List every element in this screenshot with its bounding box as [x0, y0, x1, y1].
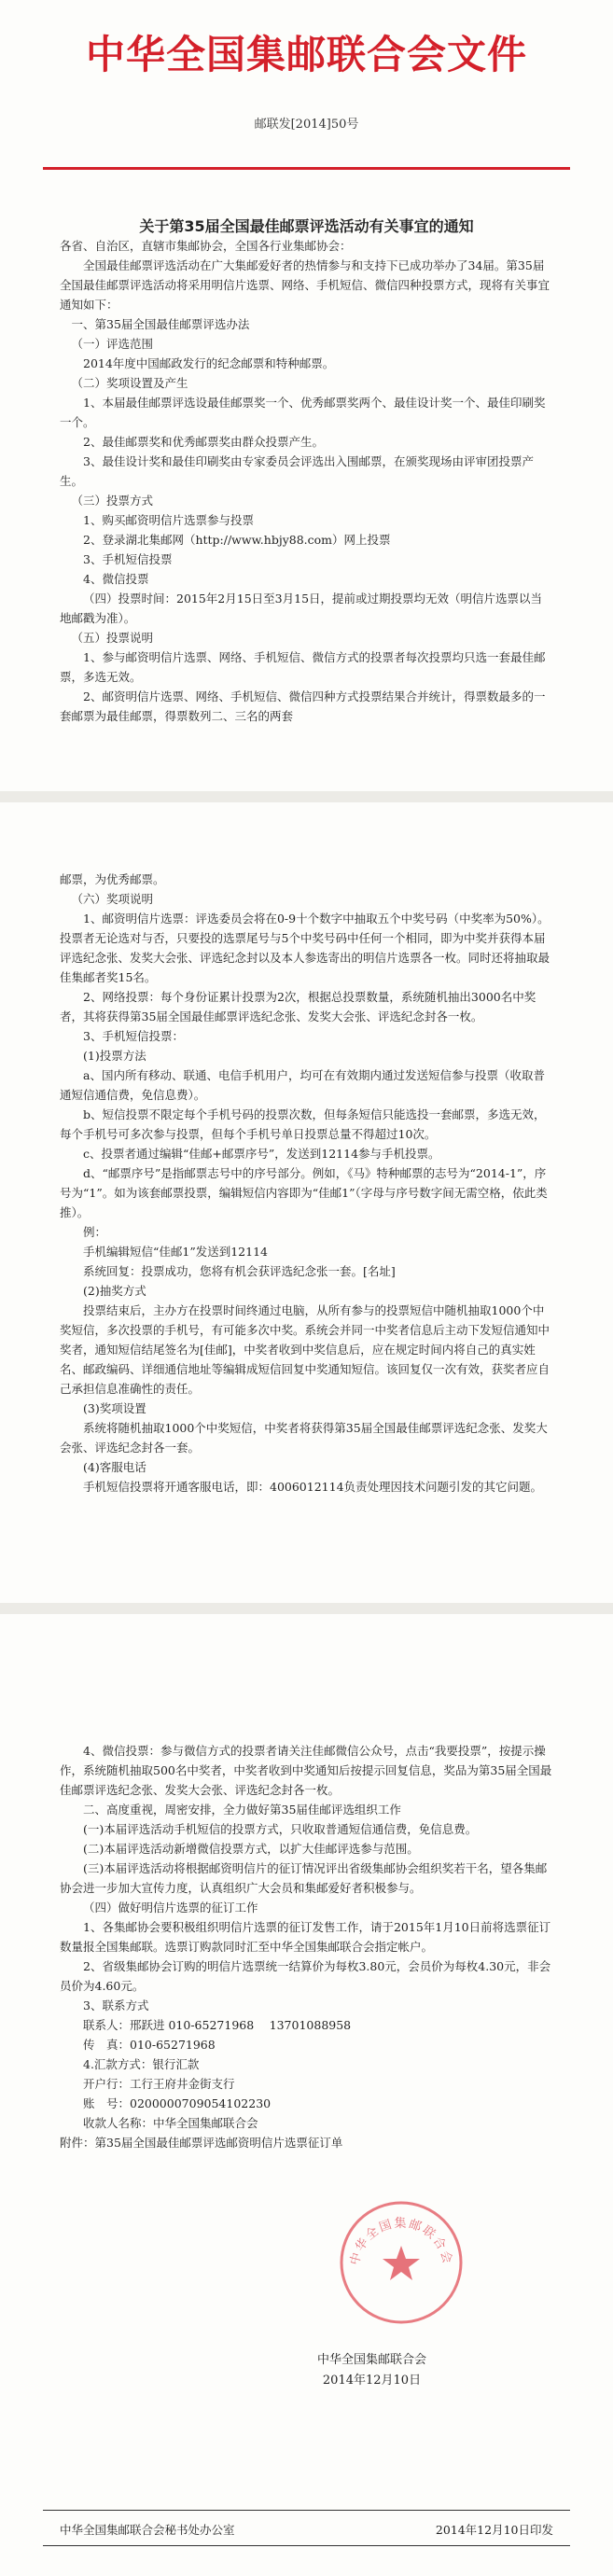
paragraph: 例：	[83, 1225, 107, 1239]
notice-title: 关于第35届全国最佳邮票评选活动有关事宜的通知	[139, 217, 474, 235]
paragraph: 一、第35届全国最佳邮票评选办法	[71, 317, 250, 331]
paragraph: 3、最佳设计奖和最佳印刷奖由专家委员会评选出入围邮票，在颁奖现场由评审团投票产生。	[60, 454, 534, 488]
signoff-date: 2014年12月10日	[322, 2374, 422, 2388]
paragraph: 2、登录湖北集邮网（http://www.hbjy88.com）网上投票	[83, 533, 391, 547]
paragraph: (2)抽奖方式	[83, 1284, 146, 1298]
page-3-paragraphs	[60, 1741, 553, 2133]
paragraph: b、短信投票不限定每个手机号码的投票次数，但每条短信只能选投一套邮票，多选无效，每个手机号可多次参与投票，但每个手机号单日投票总量不得超过10次。	[60, 1107, 546, 1141]
paragraph: 投票结束后，主办方在投票时间终通过电脑，从所有参与的投票短信中随机抽取1000个中奖短信，多次投票的手机号，有可能多次中奖。系统会并同一中奖者信息后主动下发短信通知中奖者，通知短信结尾签名为[佳邮]，中奖者收到中奖信息后，应在规定时间内将自己的真实姓名、邮政编码、详细通信地址等编辑成短信回复中奖通知短信。该回复仅一次有效，获奖者应自己承担信息准确性的责任。	[60, 1303, 550, 1396]
paragraph: （六）奖项说明	[71, 892, 154, 906]
paragraph: 账 号：0200000709054102230	[83, 2096, 272, 2110]
page-2-body	[0, 802, 613, 1497]
paragraph: (3)奖项设置	[83, 1401, 146, 1415]
paragraph: （一）评选范围	[71, 337, 154, 351]
paragraph: (一)本届评选活动手机短信的投票方式，只收取普通短信通信费，免信息费。	[83, 1822, 478, 1836]
footer-issued-date: 2014年12月10日印发	[435, 2523, 553, 2537]
paragraph: 联系人：邢跃进 010-65271968 13701088958	[83, 2018, 352, 2032]
paragraph: c、投票者通过编辑“佳邮+邮票序号”，发送到12114参与手机投票。	[83, 1147, 440, 1161]
paragraph: 系统回复：投票成功，您将有机会获评选纪念张一套。[名址]	[83, 1264, 396, 1278]
paragraph: 二、高度重视，周密安排，全力做好第35届佳邮评选组织工作	[83, 1803, 401, 1817]
addressee: 各省、自治区，直辖市集邮协会，全国各行业集邮协会：	[60, 239, 352, 253]
paragraph: d、“邮票序号”是指邮票志号中的序号部分。例如，《马》特种邮票的志号为“2014-1”，序号为“1”。如为该套邮票投票，编辑短信内容即为“佳邮1”（字母与序号数字间无需空格，依此类推）。	[60, 1166, 548, 1219]
paragraph: 2014年度中国邮政发行的纪念邮票和特种邮票。	[83, 356, 335, 370]
footer	[60, 2521, 553, 2538]
paragraph: (三)本届评选活动将根据邮资明信片的征订情况评出省级集邮协会组织奖若干名，望各集邮协会进一步加大宣传力度，认真组织广大会员和集邮爱好者积极参与。	[60, 1861, 548, 1895]
document-number: 邮联发[2014]50号	[254, 118, 359, 132]
signoff-org: 中华全国集邮联合会	[316, 2353, 426, 2367]
page-2	[0, 802, 613, 1614]
page-1	[0, 0, 613, 802]
paragraph: （二）奖项设置及产生	[71, 376, 188, 390]
paragraph: 邮票，为优秀邮票。	[60, 872, 165, 886]
paragraph: （四）做好明信片选票的征订工作	[83, 1901, 258, 1915]
paragraph: （五）投票说明	[71, 631, 154, 645]
paragraph: 2、网络投票：每个身份证累计投票为2次，根据总投票数量，系统随机抽出3000名中奖者，其将获得第35届全国最佳邮票评选纪念张、发奖大会张、评选纪念封各一枚。	[60, 990, 536, 1023]
paragraph: (1)投票方法	[83, 1049, 146, 1063]
paragraph: 传 真：010-65271968	[83, 2038, 216, 2052]
paragraph: 1、购买邮资明信片选票参与投票	[83, 513, 254, 527]
paragraph: 全国最佳邮票评选活动在广大集邮爱好者的热情参与和支持下已成功举办了34届。第35届全国最佳邮票评选活动将采用明信片选票、网络、手机短信、微信四种投票方式，现将有关事宜通知如下：	[60, 258, 550, 312]
page-1-body	[0, 236, 613, 726]
paragraph: 3、手机短信投票	[83, 552, 173, 566]
paragraph: a、国内所有移动、联通、电信手机用户，均可在有效期内通过发送短信参与投票（收取普通短信通信费，免信息费）。	[60, 1068, 545, 1102]
paragraph: 开户行：工行王府井金街支行	[83, 2077, 235, 2091]
footer-rule-top	[43, 2510, 570, 2511]
footer-office: 中华全国集邮联合会秘书处办公室	[60, 2523, 235, 2537]
paragraph: 2、邮资明信片选票、网络、手机短信、微信四种方式投票结果合并统计，得票数最多的一套邮票为最佳邮票，得票数列二、三名的两套	[60, 689, 546, 723]
paragraph: 2、省级集邮协会订购的明信片选票统一结算价为每枚3.80元，会员价为每枚4.30元，非会员价为4.60元。	[60, 1959, 551, 1993]
paragraph: (二)本届评选活动新增微信投票方式，以扩大佳邮评选参与范围。	[83, 1842, 419, 1856]
paragraph: 3、联系方式	[83, 1998, 149, 2012]
seal-text: 中华全国集邮联合会	[347, 2217, 455, 2267]
page-3	[0, 1614, 613, 2576]
official-seal-icon	[336, 2197, 467, 2328]
paragraph: （四）投票时间：2015年2月15日至3月15日，提前或过期投票均无效（明信片选票以当地邮戳为准）。	[60, 592, 543, 625]
paragraph: 1、各集邮协会要积极组织明信片选票的征订发售工作，请于2015年1月10日前将选票征订数量报全国集邮联。选票订购款同时汇至中华全国集邮联合会指定帐户。	[60, 1920, 551, 1954]
paragraph: （三）投票方式	[71, 494, 154, 508]
attachment-line: 附件：第35届全国最佳邮票评选邮资明信片选票征订单	[60, 2136, 343, 2150]
header-red-rule	[43, 167, 570, 170]
paragraph: 1、本届最佳邮票评选设最佳邮票奖一个、优秀邮票奖两个、最佳设计奖一个、最佳印刷奖一个。	[60, 396, 546, 429]
page-2-paragraphs	[60, 870, 553, 1497]
paragraph: 1、邮资明信片选票：评选委员会将在0-9十个数字中抽取五个中奖号码（中奖率为50%）。投票者无论选对与否，只要投的选票尾号与5个中奖号码中任何一个相同，即为中奖并获得本届评选纪念张、发奖大会张、评选纪念封以及本人参选寄出的明信片选票各一枚。同时还将抽取最佳集邮者奖15名。	[60, 912, 550, 984]
paragraph: 手机编辑短信“佳邮1”发送到12114	[83, 1245, 268, 1259]
paragraph: 收款人名称：中华全国集邮联合会	[83, 2116, 258, 2130]
paragraph: 系统将随机抽取1000个中奖短信，中奖者将获得第35届全国最佳邮票评选纪念张、发奖大会张、评选纪念封各一套。	[60, 1421, 548, 1455]
paragraph: (4)客服电话	[83, 1460, 146, 1474]
page-1-paragraphs	[60, 256, 553, 726]
paragraph: 3、手机短信投票：	[83, 1029, 184, 1043]
paragraph: 手机短信投票将开通客服电话，即：4006012114负责处理因技术问题引发的其它问题。	[83, 1480, 543, 1494]
paragraph: 4、微信投票：参与微信方式的投票者请关注佳邮微信公众号，点击“我要投票”，按提示操作，系统随机抽取500名中奖者，中奖者收到中奖通知后按提示回复信息，奖品为第35届全国最佳邮票评选纪念张、发奖大会张、评选纪念封各一枚。	[60, 1744, 552, 1797]
masthead: 中华全国集邮联合会文件	[85, 32, 527, 77]
paragraph: 2、最佳邮票奖和优秀邮票奖由群众投票产生。	[83, 435, 324, 449]
footer-rule-bottom	[43, 2545, 570, 2546]
page-3-body	[0, 1614, 613, 2152]
paragraph: 4.汇款方式：银行汇款	[83, 2057, 200, 2071]
paragraph: 1、参与邮资明信片选票、网络、手机短信、微信方式的投票者每次投票均只选一套最佳邮票，多选无效。	[60, 650, 546, 684]
paragraph: 4、微信投票	[83, 572, 149, 586]
